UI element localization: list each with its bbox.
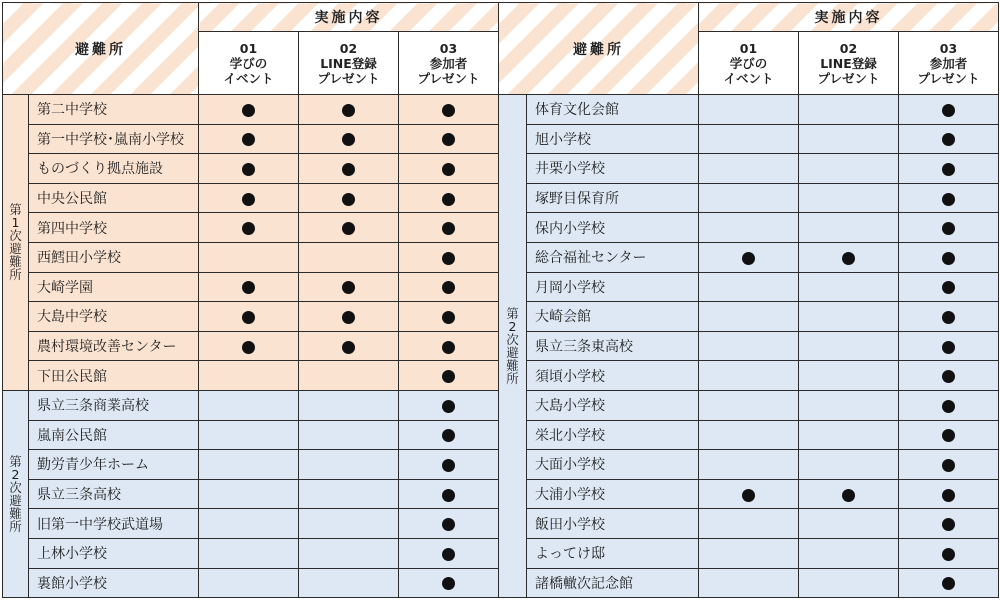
filled-circle-icon <box>442 163 455 176</box>
table-row <box>3 213 499 243</box>
column-header-02 <box>799 32 899 95</box>
group-label-second <box>3 390 29 597</box>
mark-cell-01 <box>699 331 799 361</box>
mark-cell-02 <box>799 95 899 125</box>
column-title-line2: イベント <box>223 70 274 86</box>
shelter-name: 大島小学校 <box>527 390 699 420</box>
filled-circle-icon <box>442 370 455 383</box>
mark-cell-01 <box>699 450 799 480</box>
content-column-header: 実施内容 <box>199 3 499 32</box>
table-row <box>3 479 499 509</box>
mark-cell-03 <box>399 302 499 332</box>
filled-circle-icon <box>442 281 455 294</box>
mark-cell-03 <box>399 183 499 213</box>
table-row <box>499 479 999 509</box>
column-title-line2: プレゼント <box>317 70 380 86</box>
mark-cell-03 <box>899 331 999 361</box>
mark-cell-03 <box>399 479 499 509</box>
table-row <box>3 154 499 184</box>
table-row <box>3 302 499 332</box>
table-row <box>499 450 999 480</box>
filled-circle-icon <box>242 341 255 354</box>
mark-cell-02 <box>299 509 399 539</box>
table-row <box>499 242 999 272</box>
group-label-text: 第1次避難所 <box>9 202 22 283</box>
mark-cell-01 <box>699 242 799 272</box>
column-header-01 <box>699 32 799 95</box>
filled-circle-icon <box>342 341 355 354</box>
mark-cell-01 <box>699 124 799 154</box>
mark-cell-02 <box>299 568 399 598</box>
column-number: 02 <box>839 40 858 56</box>
mark-cell-01 <box>199 331 299 361</box>
mark-cell-02 <box>299 479 399 509</box>
mark-cell-03 <box>399 390 499 420</box>
mark-cell-03 <box>899 538 999 568</box>
column-header-02 <box>299 32 399 95</box>
mark-cell-01 <box>699 568 799 598</box>
filled-circle-icon <box>742 252 755 265</box>
mark-cell-01 <box>199 213 299 243</box>
filled-circle-icon <box>442 400 455 413</box>
shelter-name: 大崎学園 <box>29 272 199 302</box>
table-row <box>3 272 499 302</box>
shelter-name: 塚野目保育所 <box>527 183 699 213</box>
filled-circle-icon <box>942 222 955 235</box>
table-row <box>499 361 999 391</box>
filled-circle-icon <box>442 133 455 146</box>
filled-circle-icon <box>442 548 455 561</box>
mark-cell-03 <box>899 479 999 509</box>
mark-cell-02 <box>299 302 399 332</box>
table-row <box>3 450 499 480</box>
content-column-header: 実施内容 <box>699 3 999 32</box>
mark-cell-03 <box>899 390 999 420</box>
table-row <box>3 509 499 539</box>
mark-cell-01 <box>199 390 299 420</box>
mark-cell-01 <box>199 568 299 598</box>
filled-circle-icon <box>442 222 455 235</box>
column-number: 01 <box>239 40 258 56</box>
group-label-first <box>3 95 29 391</box>
shelter-name: 西鱈田小学校 <box>29 242 199 272</box>
shelter-name: 井栗小学校 <box>527 154 699 184</box>
column-title-line1: 学びの <box>729 55 768 71</box>
filled-circle-icon <box>942 341 955 354</box>
column-title-line2: イベント <box>723 70 774 86</box>
mark-cell-01 <box>199 124 299 154</box>
mark-cell-03 <box>399 361 499 391</box>
shelter-name: 栄北小学校 <box>527 420 699 450</box>
mark-cell-01 <box>199 154 299 184</box>
mark-cell-02 <box>799 479 899 509</box>
filled-circle-icon <box>942 429 955 442</box>
column-number: 02 <box>339 40 358 56</box>
mark-cell-02 <box>799 390 899 420</box>
header-row-top <box>3 3 499 32</box>
shelter-name: 大崎会館 <box>527 302 699 332</box>
mark-cell-02 <box>299 213 399 243</box>
mark-cell-01 <box>199 272 299 302</box>
filled-circle-icon <box>942 577 955 590</box>
group-label-text: 第2次避難所 <box>9 454 22 535</box>
shelter-name: 県立三条商業高校 <box>29 390 199 420</box>
filled-circle-icon <box>942 489 955 502</box>
table-row <box>499 154 999 184</box>
mark-cell-03 <box>899 154 999 184</box>
shelter-name: 大浦小学校 <box>527 479 699 509</box>
shelter-name: 保内小学校 <box>527 213 699 243</box>
filled-circle-icon <box>442 252 455 265</box>
mark-cell-01 <box>699 390 799 420</box>
mark-cell-03 <box>899 213 999 243</box>
mark-cell-02 <box>799 568 899 598</box>
shelter-name: 諸橋轍次記念館 <box>527 568 699 598</box>
mark-cell-01 <box>199 95 299 125</box>
filled-circle-icon <box>442 104 455 117</box>
column-number: 03 <box>439 40 458 56</box>
shelter-name: ものづくり拠点施設 <box>29 154 199 184</box>
mark-cell-02 <box>299 420 399 450</box>
mark-cell-01 <box>699 479 799 509</box>
mark-cell-01 <box>199 538 299 568</box>
shelter-name: よってけ邸 <box>527 538 699 568</box>
table-row <box>499 95 999 125</box>
mark-cell-02 <box>799 450 899 480</box>
mark-cell-02 <box>299 538 399 568</box>
filled-circle-icon <box>442 311 455 324</box>
mark-cell-03 <box>899 568 999 598</box>
mark-cell-01 <box>199 509 299 539</box>
column-number: 03 <box>939 40 958 56</box>
shelter-name: 裏館小学校 <box>29 568 199 598</box>
mark-cell-02 <box>799 183 899 213</box>
mark-cell-02 <box>299 331 399 361</box>
filled-circle-icon <box>942 311 955 324</box>
shelter-name: 嵐南公民館 <box>29 420 199 450</box>
mark-cell-01 <box>699 538 799 568</box>
filled-circle-icon <box>942 400 955 413</box>
table-row <box>3 242 499 272</box>
filled-circle-icon <box>942 163 955 176</box>
filled-circle-icon <box>342 311 355 324</box>
column-title-line1: LINE登録 <box>820 55 877 71</box>
shelter-name: 上林小学校 <box>29 538 199 568</box>
filled-circle-icon <box>442 489 455 502</box>
mark-cell-01 <box>699 154 799 184</box>
filled-circle-icon <box>442 459 455 472</box>
shelter-name: 大面小学校 <box>527 450 699 480</box>
mark-cell-02 <box>299 450 399 480</box>
filled-circle-icon <box>442 341 455 354</box>
table-row <box>3 538 499 568</box>
mark-cell-01 <box>699 361 799 391</box>
mark-cell-01 <box>199 361 299 391</box>
mark-cell-03 <box>399 331 499 361</box>
filled-circle-icon <box>442 577 455 590</box>
table-row <box>499 390 999 420</box>
mark-cell-02 <box>299 242 399 272</box>
shelter-column-header: 避難所 <box>3 3 199 95</box>
right-shelter-table <box>498 2 999 598</box>
table-row <box>3 390 499 420</box>
mark-cell-01 <box>699 509 799 539</box>
filled-circle-icon <box>742 489 755 502</box>
column-title-line1: 学びの <box>229 55 268 71</box>
filled-circle-icon <box>242 163 255 176</box>
mark-cell-02 <box>299 95 399 125</box>
mark-cell-02 <box>299 272 399 302</box>
table-row <box>3 420 499 450</box>
shelter-name: 飯田小学校 <box>527 509 699 539</box>
filled-circle-icon <box>442 193 455 206</box>
filled-circle-icon <box>242 133 255 146</box>
shelter-column-header: 避難所 <box>499 3 699 95</box>
mark-cell-02 <box>799 302 899 332</box>
mark-cell-03 <box>399 154 499 184</box>
mark-cell-03 <box>899 302 999 332</box>
mark-cell-02 <box>299 183 399 213</box>
mark-cell-02 <box>799 331 899 361</box>
mark-cell-03 <box>899 450 999 480</box>
column-header-03 <box>899 32 999 95</box>
table-row <box>499 568 999 598</box>
mark-cell-03 <box>399 272 499 302</box>
column-header-01 <box>199 32 299 95</box>
filled-circle-icon <box>942 133 955 146</box>
mark-cell-02 <box>799 213 899 243</box>
mark-cell-03 <box>899 124 999 154</box>
mark-cell-02 <box>799 154 899 184</box>
shelter-name: 須頃小学校 <box>527 361 699 391</box>
filled-circle-icon <box>242 311 255 324</box>
mark-cell-03 <box>899 183 999 213</box>
table-row <box>3 183 499 213</box>
mark-cell-01 <box>699 183 799 213</box>
mark-cell-01 <box>199 183 299 213</box>
filled-circle-icon <box>342 222 355 235</box>
filled-circle-icon <box>942 548 955 561</box>
table-row <box>3 124 499 154</box>
mark-cell-02 <box>799 420 899 450</box>
mark-cell-03 <box>899 95 999 125</box>
table-row <box>499 302 999 332</box>
mark-cell-03 <box>399 568 499 598</box>
table-row <box>3 361 499 391</box>
filled-circle-icon <box>942 104 955 117</box>
mark-cell-01 <box>199 242 299 272</box>
filled-circle-icon <box>242 222 255 235</box>
shelter-name: 県立三条高校 <box>29 479 199 509</box>
group-label-second-right <box>499 95 527 598</box>
column-title-line2: プレゼント <box>417 70 480 86</box>
table-row <box>499 420 999 450</box>
mark-cell-01 <box>199 420 299 450</box>
mark-cell-03 <box>899 509 999 539</box>
mark-cell-03 <box>399 242 499 272</box>
shelter-name: 第二中学校 <box>29 95 199 125</box>
shelter-name: 農村環境改善センター <box>29 331 199 361</box>
mark-cell-01 <box>699 302 799 332</box>
filled-circle-icon <box>342 133 355 146</box>
mark-cell-02 <box>799 124 899 154</box>
column-title-line2: プレゼント <box>817 70 880 86</box>
mark-cell-01 <box>199 450 299 480</box>
column-number: 01 <box>739 40 758 56</box>
shelter-name: 勤労青少年ホーム <box>29 450 199 480</box>
mark-cell-02 <box>299 361 399 391</box>
mark-cell-02 <box>799 509 899 539</box>
shelter-name: 旧第一中学校武道場 <box>29 509 199 539</box>
shelter-name: 総合福祉センター <box>527 242 699 272</box>
filled-circle-icon <box>442 518 455 531</box>
filled-circle-icon <box>942 459 955 472</box>
table-row <box>499 183 999 213</box>
shelter-name: 下田公民館 <box>29 361 199 391</box>
mark-cell-03 <box>899 420 999 450</box>
mark-cell-03 <box>899 272 999 302</box>
mark-cell-02 <box>799 242 899 272</box>
filled-circle-icon <box>442 429 455 442</box>
filled-circle-icon <box>242 281 255 294</box>
mark-cell-03 <box>899 242 999 272</box>
mark-cell-01 <box>699 272 799 302</box>
column-title-line1: 参加者 <box>429 55 468 71</box>
shelter-name: 中央公民館 <box>29 183 199 213</box>
filled-circle-icon <box>942 252 955 265</box>
table-row <box>499 213 999 243</box>
mark-cell-01 <box>699 420 799 450</box>
mark-cell-02 <box>299 390 399 420</box>
shelter-name: 体育文化会館 <box>527 95 699 125</box>
table-row <box>3 95 499 125</box>
mark-cell-03 <box>399 450 499 480</box>
mark-cell-02 <box>799 361 899 391</box>
filled-circle-icon <box>242 193 255 206</box>
filled-circle-icon <box>942 518 955 531</box>
filled-circle-icon <box>242 104 255 117</box>
filled-circle-icon <box>342 281 355 294</box>
table-row <box>499 124 999 154</box>
mark-cell-03 <box>399 509 499 539</box>
shelter-name: 県立三条東高校 <box>527 331 699 361</box>
table-row <box>499 538 999 568</box>
mark-cell-03 <box>399 538 499 568</box>
shelter-name: 大島中学校 <box>29 302 199 332</box>
filled-circle-icon <box>942 193 955 206</box>
group-label-text: 第2次避難所 <box>506 306 519 387</box>
left-shelter-table <box>2 2 499 598</box>
mark-cell-03 <box>399 95 499 125</box>
filled-circle-icon <box>942 281 955 294</box>
shelter-name: 月岡小学校 <box>527 272 699 302</box>
mark-cell-03 <box>399 124 499 154</box>
filled-circle-icon <box>842 252 855 265</box>
mark-cell-02 <box>799 272 899 302</box>
filled-circle-icon <box>842 489 855 502</box>
shelter-name: 旭小学校 <box>527 124 699 154</box>
table-row <box>3 568 499 598</box>
table-row <box>499 272 999 302</box>
filled-circle-icon <box>342 163 355 176</box>
filled-circle-icon <box>942 370 955 383</box>
header-row-top <box>499 3 999 32</box>
mark-cell-02 <box>299 154 399 184</box>
column-header-03 <box>399 32 499 95</box>
column-title-line1: LINE登録 <box>320 55 377 71</box>
mark-cell-01 <box>699 95 799 125</box>
column-title-line2: プレゼント <box>917 70 980 86</box>
shelter-name: 第四中学校 <box>29 213 199 243</box>
mark-cell-03 <box>899 361 999 391</box>
filled-circle-icon <box>342 193 355 206</box>
mark-cell-03 <box>399 213 499 243</box>
mark-cell-02 <box>799 538 899 568</box>
table-row <box>3 331 499 361</box>
mark-cell-01 <box>199 302 299 332</box>
shelter-name: 第一中学校･嵐南小学校 <box>29 124 199 154</box>
table-row <box>499 331 999 361</box>
filled-circle-icon <box>342 104 355 117</box>
mark-cell-02 <box>299 124 399 154</box>
mark-cell-03 <box>399 420 499 450</box>
column-title-line1: 参加者 <box>929 55 968 71</box>
mark-cell-01 <box>699 213 799 243</box>
table-row <box>499 509 999 539</box>
mark-cell-01 <box>199 479 299 509</box>
